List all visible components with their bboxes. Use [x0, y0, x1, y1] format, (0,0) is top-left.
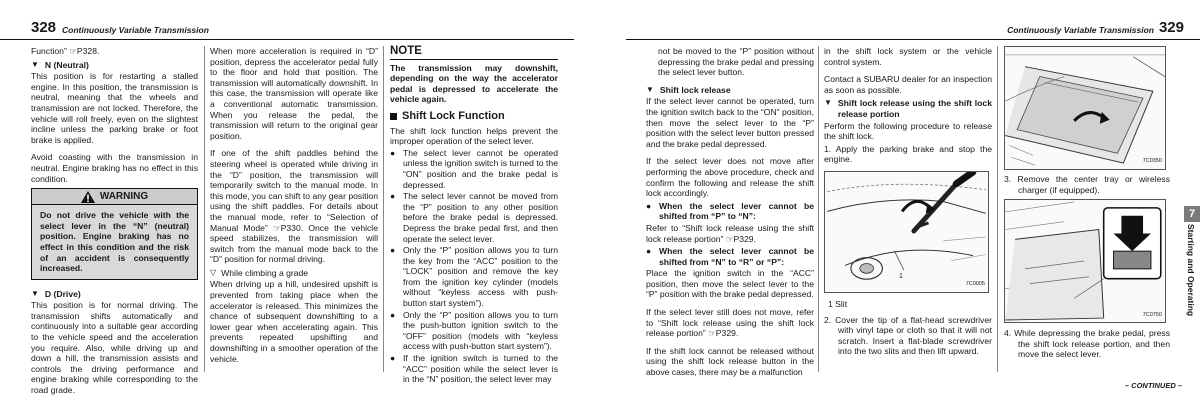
- open-triangle-icon: ▽: [210, 267, 217, 277]
- figure-callout: 1: [899, 272, 903, 280]
- paddle-text: If one of the shift paddles behind the steering wheel is operated while driving in the “D” position, the transmission will temporarily switch to the manual mode. In this mode, you can shift to any gear position using the shift paddles. For details about the manual mode, refer to “Selection of Manual Mode” ☞P330. Once the vehicle speed stabilizes, the transmission will switch from the manual mode back to the “D” position for normal driving.: [210, 148, 378, 265]
- page-gutter: [574, 0, 626, 402]
- list-item: ● Only the “P” position allows you to turn the key from the “ACC” position to the “LOCK” position and remove the key from the ignition key cylinder (models without “keyless access with push-button start system”).: [390, 245, 558, 309]
- figure-code: 7C0005: [965, 281, 985, 288]
- list-item: ● When the select lever cannot be shifted from “N” to “R” or “P”:: [646, 246, 814, 267]
- square-bullet-icon: [390, 113, 397, 120]
- shift-lock-title: Shift Lock Function: [390, 111, 558, 122]
- bullet1-text: Refer to “Shift lock release using the shift lock release portion” ☞P329.: [646, 222, 814, 244]
- triangle-icon: ▼: [31, 288, 39, 298]
- warning-text: Do not drive the vehicle with the select lever in the “N” (neutral) position. Engine braking has no effect in this condition and the risk of an accident is consequently increased.: [32, 205, 197, 279]
- chapter-name: Starting and Operating: [1186, 224, 1196, 317]
- intro-text: Function” ☞P328.: [31, 46, 100, 56]
- step-3: 3. Remove the center tray or wireless charger (if equipped).: [1004, 174, 1170, 195]
- warning-icon: [81, 191, 95, 203]
- triangle-icon: ▼: [824, 98, 832, 108]
- figure-code: 7C0350: [1142, 158, 1162, 165]
- triangle-icon: ▼: [646, 84, 654, 94]
- right-column-1: [646, 46, 814, 385]
- bullet2-text: Place the ignition switch in the “ACC” position, then move the select lever to the “P” position with the brake pedal depressed.: [646, 268, 814, 300]
- section-title: Continuously Variable Transmission: [62, 25, 209, 35]
- continued-text: not be moved to the “P” position without depressing the brake pedal and pressing the select lever button.: [658, 46, 814, 78]
- section-title: Continuously Variable Transmission: [1007, 25, 1154, 35]
- column-divider: [818, 46, 819, 372]
- right-page: [626, 0, 1200, 402]
- acceleration-text: When more acceleration is required in “D” position, depress the accelerator pedal fully to the floor and hold that position. The transmission will automatically downshift. In this case, the transmission will operate like a conventional automatic transmission. When you release the pedal, the transmission will return to the original gear position.: [210, 46, 378, 141]
- list-item: ● The select lever cannot be operated unless the ignition switch is turned to the “ON” position and the brake pedal is depressed.: [390, 147, 558, 190]
- list-item: ● Only the “P” position allows you to turn the push-button ignition switch to the “OFF” position (models with “keyless access with push-button start system”).: [390, 309, 558, 352]
- shift-lock-intro: The shift lock function helps prevent the improper operation of the select lever.: [390, 125, 558, 147]
- release-text-2: If the select lever does not move after performing the above procedure, check and confirm the following and release the shift lock accordingly.: [646, 156, 814, 199]
- figure-code: 7C0750: [1142, 311, 1162, 318]
- release-text-3: If the select lever still does not move, refer to “Shift lock release using the shift lock release portion” ☞P329.: [646, 307, 814, 339]
- warning-title: WARNING: [32, 189, 197, 205]
- page-number: 328: [31, 19, 57, 36]
- release-heading: ▼ Shift lock release: [646, 84, 731, 95]
- list-item: ● The select lever cannot be moved from the “P” position to any other position before the brake pedal is depressed. Depress the brake pedal first, and then operate the select lever.: [390, 191, 558, 244]
- left-column-2: [210, 46, 378, 371]
- right-column-2: [824, 46, 992, 364]
- triangle-icon: ▼: [31, 59, 39, 69]
- portion-intro: Perform the following procedure to release the shift lock.: [824, 120, 992, 142]
- figure-slit: [824, 171, 989, 293]
- portion-heading: ▼ Shift lock release using the shift lock release portion: [824, 98, 992, 119]
- step-2: 2. Cover the tip of a flat-head screwdriver with vinyl tape or cloth so that it will not scratch. Insert a flat-blade screwdriver into the two slits and then lift upward.: [824, 314, 992, 357]
- list-item: ● When the select lever cannot be shifted from “P” to “N”:: [646, 200, 814, 222]
- release-text-1: If the select lever cannot be operated, turn the ignition switch back to the “ON” position, then move the select lever to the “P” position with the select lever button pressed and the brake pedal depressed.: [646, 96, 814, 149]
- chapter-tab: 7: [1184, 206, 1200, 222]
- contact-text: Contact a SUBARU dealer for an inspection as soon as possible.: [824, 74, 992, 95]
- grade-text: When driving up a hill, undesired upshift is prevented from taking place when the accelerator is released. This minimizes the chance of subsequent downshifting to a lower gear when accelerating again. This prevents repeated upshifting and downshifting in a smoother operation of the vehicle.: [210, 279, 378, 364]
- neutral-heading: ▼ N (Neutral): [31, 59, 89, 70]
- release-portion-illustration: [1005, 200, 1165, 322]
- console-slit-illustration: [825, 172, 988, 292]
- figure-tray: [1004, 46, 1166, 170]
- figure-caption: 1 Slit: [828, 298, 848, 309]
- column-divider: [383, 46, 384, 372]
- grade-heading: ▽ While climbing a grade: [210, 267, 309, 278]
- step-1: 1. Apply the parking brake and stop the engine.: [824, 143, 992, 165]
- drive-heading: ▼ D (Drive): [31, 288, 81, 299]
- left-column-1: [31, 46, 198, 402]
- continued-text: in the shift lock system or the vehicle control system.: [824, 46, 992, 67]
- right-page-header: [626, 18, 1200, 40]
- page-number: 329: [1158, 19, 1184, 36]
- right-column-3: [1004, 46, 1170, 367]
- column-divider: [204, 46, 205, 372]
- warning-box: [31, 188, 198, 280]
- drive-text: This position is for normal driving. The transmission shifts automatically and continuously into a suitable gear according to the vehicle speed and the acceleration you require. Also, while driving up and down a hill, the transmission assists and controls the driving performance and engine braking while corresponding to the road grade.: [31, 300, 198, 396]
- neutral-text: This position is for restarting a stalled engine. In this position, the transmission is neutral, meaning that the wheels and transmission are not locked. Therefore, the vehicle will roll freely, even on the slightest incline unless the parking brake or foot brake is applied.: [31, 71, 198, 145]
- list-item: ● If the ignition switch is turned to the “ACC” position while the select lever is in the “N” position, the select lever may: [390, 353, 558, 385]
- step-4: 4. While depressing the brake pedal, press the shift lock release portion, and then move the select lever.: [1004, 328, 1170, 360]
- note-text: The transmission may downshift, depending on the way the accelerator pedal is depressed to accelerate the vehicle again.: [390, 62, 558, 105]
- left-page-header: [0, 18, 574, 40]
- avoid-text: Avoid coasting with the transmission in neutral. Engine braking has no effect in this condition.: [31, 152, 198, 184]
- continued-label: – CONTINUED –: [1124, 381, 1182, 390]
- center-tray-illustration: [1005, 47, 1165, 169]
- note-title: NOTE: [390, 46, 558, 60]
- release-text-4: If the shift lock cannot be released without using the shift lock release button in the above cases, there may be a malfunction: [646, 345, 814, 378]
- left-page: [0, 0, 574, 402]
- figure-release-portion: [1004, 199, 1166, 323]
- left-column-3: [390, 46, 558, 386]
- column-divider: [997, 46, 998, 372]
